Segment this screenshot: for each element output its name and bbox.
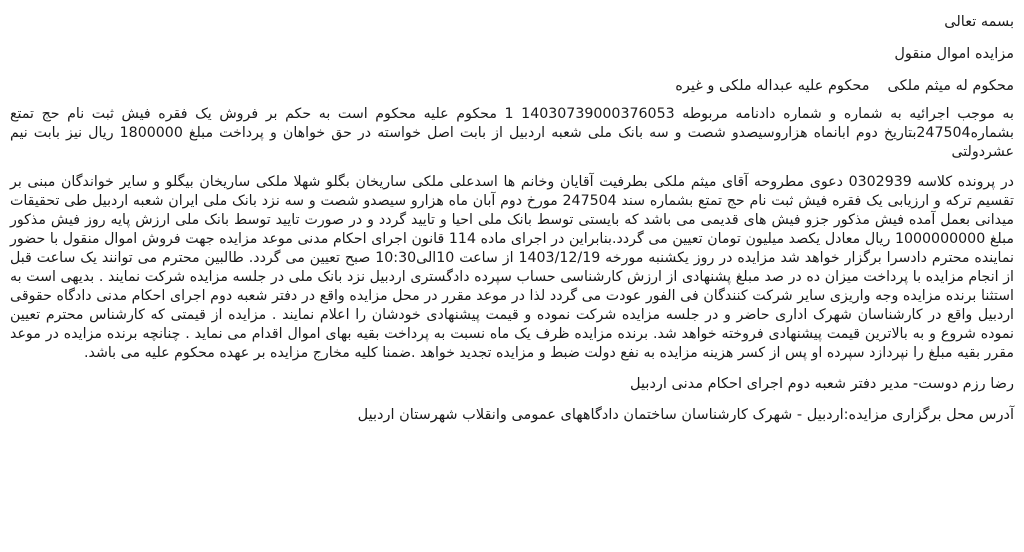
defendant-name: محکوم علیه عبداله ملکی و غیره xyxy=(675,78,870,94)
enforcement-paragraph: به موجب اجرائیه به شماره و شماره دادنامه مربوطه 14030739000376053 1 محکوم علیه محکوم است به حکم بر فروش یک فقره فیش ثبت نام حج تمتع بشماره247504بتاریخ دوم ابانماه هزاروسیصدو شصت و سه بانک ملی شعبه اردبیل از بابت اصل خواسته در حق خواهان و پرداخت مبلغ 1800000 ریال نیز بابت نیم عشردولتی xyxy=(10,106,1014,160)
signature-line: رضا رزم دوست- مدیر دفتر شعبه دوم اجرای احکام مدنی اردبیل xyxy=(630,376,1014,392)
plaintiff-name: محکوم له میثم ملکی xyxy=(887,78,1014,94)
parties-line xyxy=(10,70,1014,102)
notice-title: مزایده اموال منقول xyxy=(894,46,1014,62)
auction-address: آدرس محل برگزاری مزایده:اردبیل - شهرک کارشناسان ساختمان دادگاههای عمومی وانقلاب شهرستان اردبیل xyxy=(357,407,1014,423)
auction-details-paragraph: در پرونده کلاسه 0302939 دعوی مطروحه آقای میثم ملکی بطرفیت آقایان وخانم ها اسدعلی ملکی ساریخان بگلو شهلا ملکی ساریخان بیگلو و سایر خواندگان مبنی بر تقسیم ترکه و ارزیابی یک فقره فیش ثبت نام حج تمتع بشماره سند 247504 مورخ دوم آبان ماه هزارو سیصدو شصت و سه نزد بانک ملی ایران شعبه اردبیل طی تحقیقات میدانی بعمل آمده فیش مذکور جزو فیش های قدیمی می باشد که بایستی توسط بانک ملی احیا و تایید گردد و در صورت تایید توسط بانک ملی ارزش پایه روز فیش مذکور مبلغ 1000000000 ریال معادل یکصد میلیون تومان تعیین می گردد.بنابراین در اجرای ماده 114 قانون اجرای احکام مدنی موعد مزایده جهت فروش اموال منقول با حضور نماینده محترم دادسرا برگزار خواهد شد مزایده در روز یکشنبه مورخه 1403/12/19 از ساعت 10الی10:30 صبح تعیین می گردد. طالبین محترم می توانند یک ساعت قبل از انجام مزایده با پرداخت میزان ده در صد مبلغ پشنهادی از ارزش کارشناسی حساب سپرده دادگستری اردبیل نزد بانک ملی در جلسه مزایده شرکت نمایند . بدیهی است به استثنا برنده مزایده وجه واریزی سایر شرکت کنندگان فی الفور عودت می گردد لذا در موعد مقرر در محل مزایده واقع در دفتر شعبه دوم اجرای احکام مدنی دادگاه حقوقی اردبیل واقع در کارشناسان شهرک اداری حاضر و در جلسه مزایده شرکت نموده و قیمت پیشنهادی خودشان را اعلام نمایند . مزایده از قیمتی که کارشناس محترم تعیین نموده شروع و به بالاترین قیمت پیشنهادی فروخته خواهد شد. برنده مزایده ظرف یک ماه نسبت به پرداخت بقیه بهای اموال اقدام می نماید . چنانچه برنده مزایده در موعد مقرر بقیه مبلغ را نپردازد سپرده او پس از کسر هزینه مزایده به نفع دولت ضبط و مزایده تجدید خواهد .ضمنا کلیه مخارج مزایده بر عهده محکوم علیه می باشد. xyxy=(10,174,1014,361)
basmala: بسمه تعالی xyxy=(944,14,1014,30)
